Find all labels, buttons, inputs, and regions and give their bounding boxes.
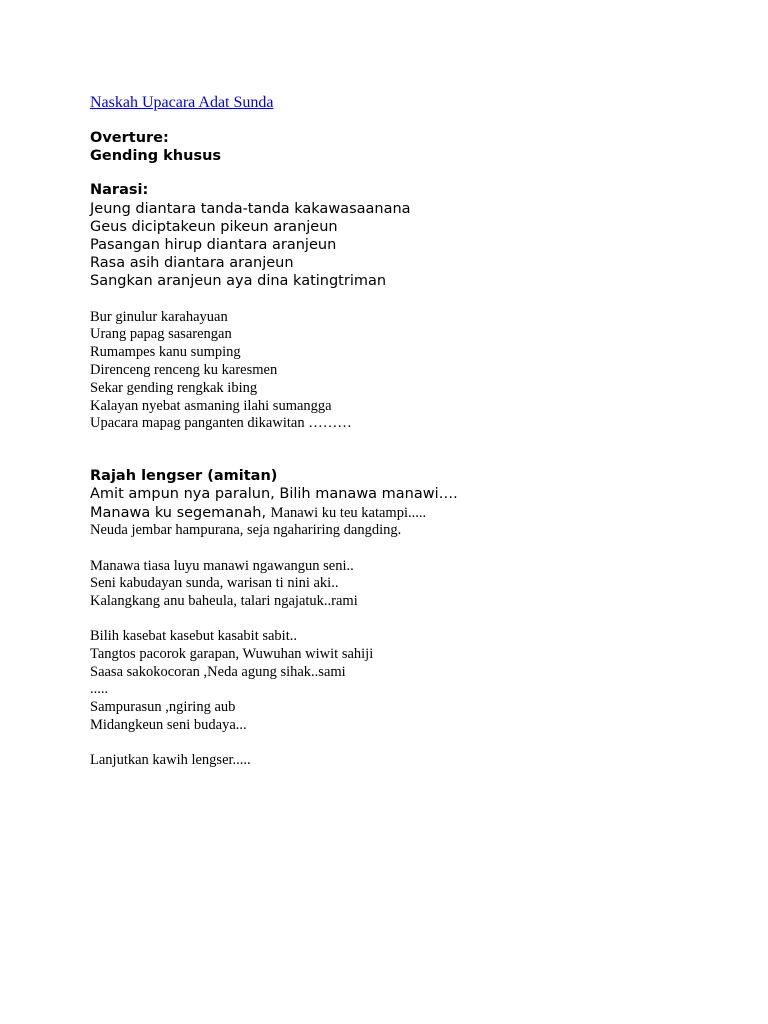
- overture-subheading: Gending khusus: [90, 148, 222, 165]
- poem-section: [90, 309, 730, 434]
- narasi-heading: Narasi:: [90, 182, 149, 199]
- stanza-line: Bilih kasebat kasebut kasabit sabit..: [90, 628, 297, 644]
- narasi-line: Sangkan aranjeun aya dina katingtriman: [90, 273, 387, 290]
- stanza-line: Saasa sakokocoran ,Neda agung sihak..sami: [90, 663, 346, 680]
- rajah-line: Neuda jembar hampurana, seja ngahariring dangding.: [90, 521, 402, 538]
- rajah-section: [90, 467, 730, 539]
- stanza-2: [90, 558, 730, 611]
- stanza-3: [90, 628, 730, 735]
- narasi-line: Rasa asih diantara aranjeun: [90, 255, 294, 272]
- document-page: [90, 93, 730, 770]
- rajah-line-serif-part: Manawi ku teu katampi.....: [270, 504, 427, 521]
- rajah-heading: Rajah lengser (amitan): [90, 468, 278, 485]
- overture-heading: Overture:: [90, 130, 169, 146]
- poem-line: Kalayan nyebat asmaning ilahi sumangga: [90, 397, 332, 414]
- poem-line: Bur ginulur karahayuan: [90, 308, 228, 325]
- stanza-line: Sampurasun ,ngiring aub: [90, 699, 236, 716]
- stanza-line: Midangkeun seni budaya...: [90, 716, 247, 733]
- poem-line: Rumampes kanu sumping: [90, 344, 241, 361]
- stanza-line: Tangtos pacorok garapan, Wuwuhan wiwit sahiji: [90, 645, 374, 662]
- stanza-line: .....: [90, 681, 109, 698]
- narasi-line: Jeung diantara tanda-tanda kakawasaanana: [90, 200, 411, 217]
- closing-section: [90, 752, 730, 770]
- rajah-line-mixed: [90, 504, 730, 522]
- poem-line: Upacara mapag panganten dikawitan ………: [90, 415, 352, 432]
- narasi-line: Geus diciptakeun pikeun aranjeun: [90, 218, 338, 235]
- stanza-line: Seni kabudayan sunda, warisan ti nini aki..: [90, 575, 339, 592]
- stanza-line: Kalangkang anu baheula, talari ngajatuk..rami: [90, 593, 358, 610]
- poem-line: Sekar gending rengkak ibing: [90, 379, 258, 396]
- closing-line: Lanjutkan kawih lengser.....: [90, 751, 251, 768]
- narasi-line: Pasangan hirup diantara aranjeun: [90, 237, 337, 254]
- title-link[interactable]: Naskah Upacara Adat Sunda: [90, 94, 274, 111]
- stanza-line: Manawa tiasa luyu manawi ngawangun seni..: [90, 557, 354, 574]
- overture-section: [90, 129, 730, 165]
- rajah-line: Amit ampun nya paralun, Bilih manawa manawi….: [90, 486, 458, 503]
- narasi-section: [90, 181, 730, 290]
- rajah-line-sans-part: Manawa ku segemanah,: [90, 504, 271, 521]
- poem-line: Direnceng renceng ku karesmen: [90, 362, 278, 379]
- poem-line: Urang papag sasarengan: [90, 326, 232, 343]
